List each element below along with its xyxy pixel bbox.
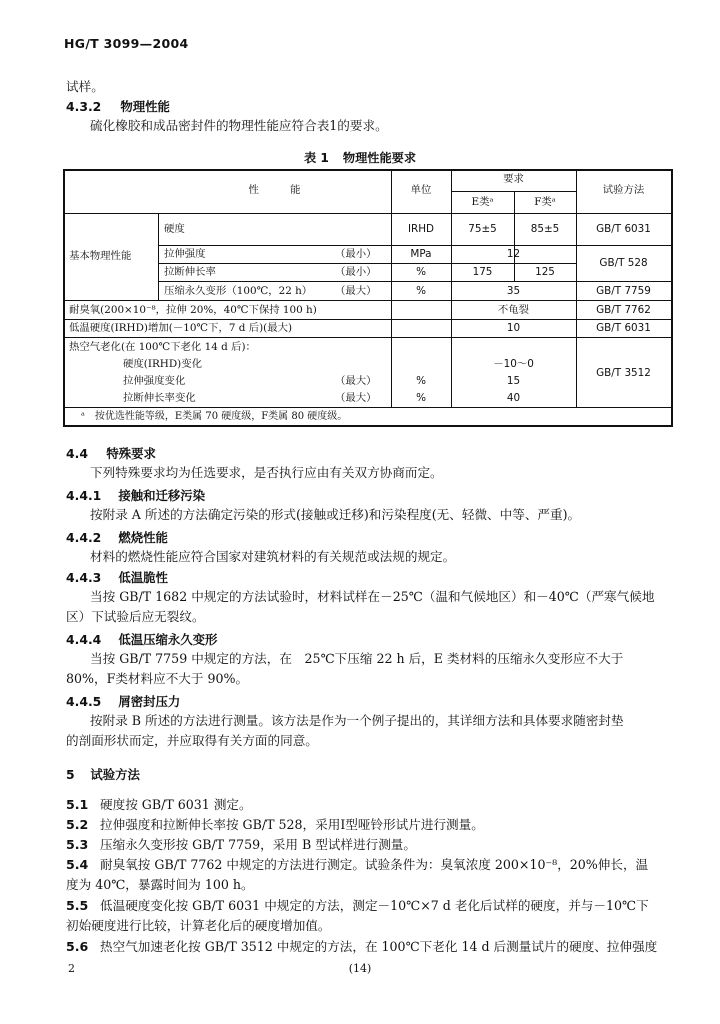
row-aging-elong-unit: % — [416, 392, 426, 404]
section-4-4-3-line-2: 区）下试验后应无裂纹。 — [66, 609, 205, 624]
row-aging-hardness-name: 硬度(IRHD)变化 — [123, 358, 202, 370]
header-class-f: F类ᵃ — [534, 196, 556, 208]
rule-lowtemp — [63, 337, 671, 338]
row-lowtemp-name: 低温硬度(IRHD)增加(－10℃下，7 d 后)(最大) — [69, 322, 293, 334]
row-lowtemp-value: 10 — [506, 322, 521, 334]
section-text: 拉伸强度和拉断伸长率按 GB/T 528，采用Ⅰ型哑铃形试片进行测量。 — [100, 817, 484, 832]
section-4-3-2-text: 硫化橡胶和成品密封件的物理性能应符合表1的要求。 — [90, 118, 388, 133]
row-aging-hardness-value: －10～0 — [493, 358, 534, 370]
section-title: 物理性能 — [120, 99, 170, 114]
row-elong-unit: % — [416, 266, 426, 278]
page-number-left: 2 — [68, 962, 75, 975]
row-hardness-f: 85±5 — [530, 223, 560, 235]
row-compress-value: 35 — [506, 285, 521, 297]
table-border-bottom — [63, 425, 673, 427]
section-5-6-line-1 — [66, 938, 657, 956]
rule-aging-bottom — [63, 407, 671, 408]
document-id-header: HG/T 3099—2004 — [64, 36, 189, 51]
section-4-4-2-heading — [66, 528, 168, 546]
rule-group-col — [158, 213, 159, 300]
section-number: 5.6 — [66, 939, 89, 954]
row-aging-elong-name: 拉断伸长率变化 — [123, 392, 196, 404]
row-aging-method: GB/T 3512 — [596, 367, 651, 379]
section-5-4-line-1 — [66, 856, 648, 874]
page-number-center: (14) — [348, 962, 372, 975]
section-text: 热空气加速老化按 GB/T 3512 中规定的方法，在 100℃下老化 14 d 后测量试片的硬度、拉伸强度 — [100, 939, 658, 954]
section-title: 试验方法 — [90, 767, 140, 782]
section-4-4-5-line-1: 按附录 B 所述的方法进行测量。该方法是作为一个例子提出的，其详细方法和具体要求随密封垫 — [90, 713, 624, 728]
section-4-3-2-heading — [66, 97, 170, 115]
section-number: 5.5 — [66, 898, 89, 913]
section-number: 5.3 — [66, 837, 89, 852]
section-5-3 — [66, 836, 416, 854]
rule-ozone — [63, 319, 671, 320]
row-tensile-qualifier: （最小） — [335, 248, 377, 260]
row-tensile-unit: MPa — [410, 248, 432, 260]
section-4-4-heading — [66, 444, 156, 462]
header-test-method: 试验方法 — [602, 184, 645, 196]
row-aging-elong-value: 40 — [506, 392, 521, 404]
section-number: 4.4.1 — [66, 488, 102, 503]
section-4-4-5-line-2: 的剖面形状而定，并应取得有关方面的同意。 — [66, 733, 318, 748]
row-tensile-name: 拉伸强度 — [164, 248, 206, 260]
physical-properties-table — [63, 169, 673, 427]
row-elong-qualifier: （最小） — [335, 266, 377, 278]
row-elong-e: 175 — [472, 266, 493, 278]
section-text: 压缩永久变形按 GB/T 7759，采用 B 型试样进行测量。 — [100, 837, 416, 852]
rule-header-bottom — [63, 213, 671, 214]
section-number: 4.4.3 — [66, 570, 102, 585]
section-4-4-3-heading — [66, 568, 168, 586]
section-number: 5 — [66, 767, 75, 782]
section-4-4-4-line-2: 80%，F类材料应不大于 90%。 — [66, 671, 249, 686]
intro-fragment: 试样。 — [66, 79, 104, 94]
row-aging-tensile-name: 拉伸强度变化 — [123, 375, 186, 387]
table-caption — [0, 149, 720, 166]
table-border-right — [671, 169, 673, 427]
table-border-top — [63, 169, 673, 171]
section-5-4-line-2: 度为 40℃，暴露时间为 100 h。 — [66, 877, 254, 892]
rule-compress — [63, 300, 671, 301]
row-aging-title: 热空气老化(在 100℃下老化 14 d 后)： — [69, 341, 256, 353]
header-property: 性 能 — [248, 184, 301, 196]
row-ozone-method: GB/T 7762 — [596, 304, 651, 316]
row-hardness-unit: IRHD — [407, 223, 435, 235]
section-4-4-3-line-1: 当按 GB/T 1682 中规定的方法试验时，材料试样在－25℃（温和气候地区）和－40℃（严寒气候地 — [90, 589, 655, 604]
row-tensile-method: GB/T 528 — [599, 257, 648, 269]
header-class-e: E类ᵃ — [471, 196, 494, 208]
rule-hardness — [158, 245, 671, 246]
row-elong-f: 125 — [535, 266, 555, 278]
section-number: 5.2 — [66, 817, 89, 832]
table-caption-number: 表 1 — [303, 151, 329, 165]
row-aging-tensile-qualifier: （最大） — [335, 375, 377, 387]
section-5-heading — [66, 765, 140, 783]
section-4-4-5-heading — [66, 692, 180, 710]
section-number: 5.1 — [66, 797, 89, 812]
section-title: 燃烧性能 — [118, 530, 168, 545]
section-number: 5.4 — [66, 857, 89, 872]
section-5-5-line-1 — [66, 897, 649, 915]
row-ozone-name: 耐臭氧(200×10⁻⁸，拉伸 20%，40℃下保持 100 h) — [69, 304, 317, 316]
row-compress-qualifier: （最大） — [335, 285, 377, 297]
section-4-4-2-text: 材料的燃烧性能应符合国家对建筑材料的有关规范或法规的规定。 — [90, 549, 456, 564]
row-hardness-e: 75±5 — [468, 223, 497, 235]
section-title: 低温脆性 — [118, 570, 168, 585]
row-hardness-name: 硬度 — [164, 223, 185, 235]
section-5-2 — [66, 816, 484, 834]
section-4-4-text: 下列特殊要求均为任选要求，是否执行应由有关双方协商而定。 — [90, 465, 443, 480]
section-number: 4.4 — [66, 446, 88, 461]
row-compress-method: GB/T 7759 — [596, 285, 651, 297]
table-caption-title: 物理性能要求 — [342, 151, 417, 165]
row-tensile-value: 12 — [506, 248, 521, 260]
section-number: 4.4.2 — [66, 530, 102, 545]
table-footnote: ᵃ 按优选性能等级，E类属 70 硬度级，F类属 80 硬度级。 — [81, 411, 348, 422]
section-4-4-1-text: 按附录 A 所述的方法确定污染的形式(接触或迁移)和污染程度(无、轻微、中等、严重)。 — [90, 507, 581, 522]
section-text: 硬度按 GB/T 6031 测定。 — [100, 797, 252, 812]
section-title: 接触和迁移污染 — [118, 488, 206, 503]
section-4-4-1-heading — [66, 486, 205, 504]
row-aging-tensile-unit: % — [416, 375, 426, 387]
section-number: 4.4.5 — [66, 694, 102, 709]
section-5-1 — [66, 796, 252, 814]
section-number: 4.4.4 — [66, 632, 102, 647]
section-5-5-line-2: 初始硬度进行比较，计算老化后的硬度增加值。 — [66, 918, 331, 933]
row-compress-unit: % — [416, 285, 426, 297]
row-compress-name: 压缩永久变形（100℃，22 h） — [164, 285, 313, 297]
row-ozone-value: 不龟裂 — [497, 304, 530, 316]
header-unit: 单位 — [410, 184, 432, 196]
table-border-left — [63, 169, 65, 427]
row-elong-name: 拉断伸长率 — [164, 266, 216, 278]
section-title: 特殊要求 — [106, 446, 156, 461]
row-lowtemp-method: GB/T 6031 — [596, 322, 651, 334]
header-requirement: 要求 — [503, 173, 524, 185]
row-hardness-method: GB/T 6031 — [596, 223, 651, 235]
basic-properties-group-label: 基本物理性能 — [69, 250, 132, 262]
section-text: 耐臭氧按 GB/T 7762 中规定的方法进行测定。试验条件为：臭氧浓度 200×10⁻⁸，20%伸长，温 — [100, 857, 649, 872]
section-number: 4.3.2 — [66, 99, 102, 114]
row-aging-tensile-value: 15 — [506, 375, 521, 387]
section-4-4-4-line-1: 当按 GB/T 7759 中规定的方法，在 25℃下压缩 22 h 后，E 类材料的压缩永久变形应不大于 — [90, 651, 624, 666]
row-aging-elong-qualifier: （最大） — [335, 392, 377, 404]
rule-elong — [158, 281, 671, 282]
section-4-4-4-heading — [66, 630, 217, 648]
section-text: 低温硬度变化按 GB/T 6031 中规定的方法，测定－10℃×7 d 老化后试样的硬度，并与－10℃下 — [100, 898, 649, 913]
section-title: 低温压缩永久变形 — [118, 632, 218, 647]
section-title: 屑密封压力 — [118, 694, 181, 709]
